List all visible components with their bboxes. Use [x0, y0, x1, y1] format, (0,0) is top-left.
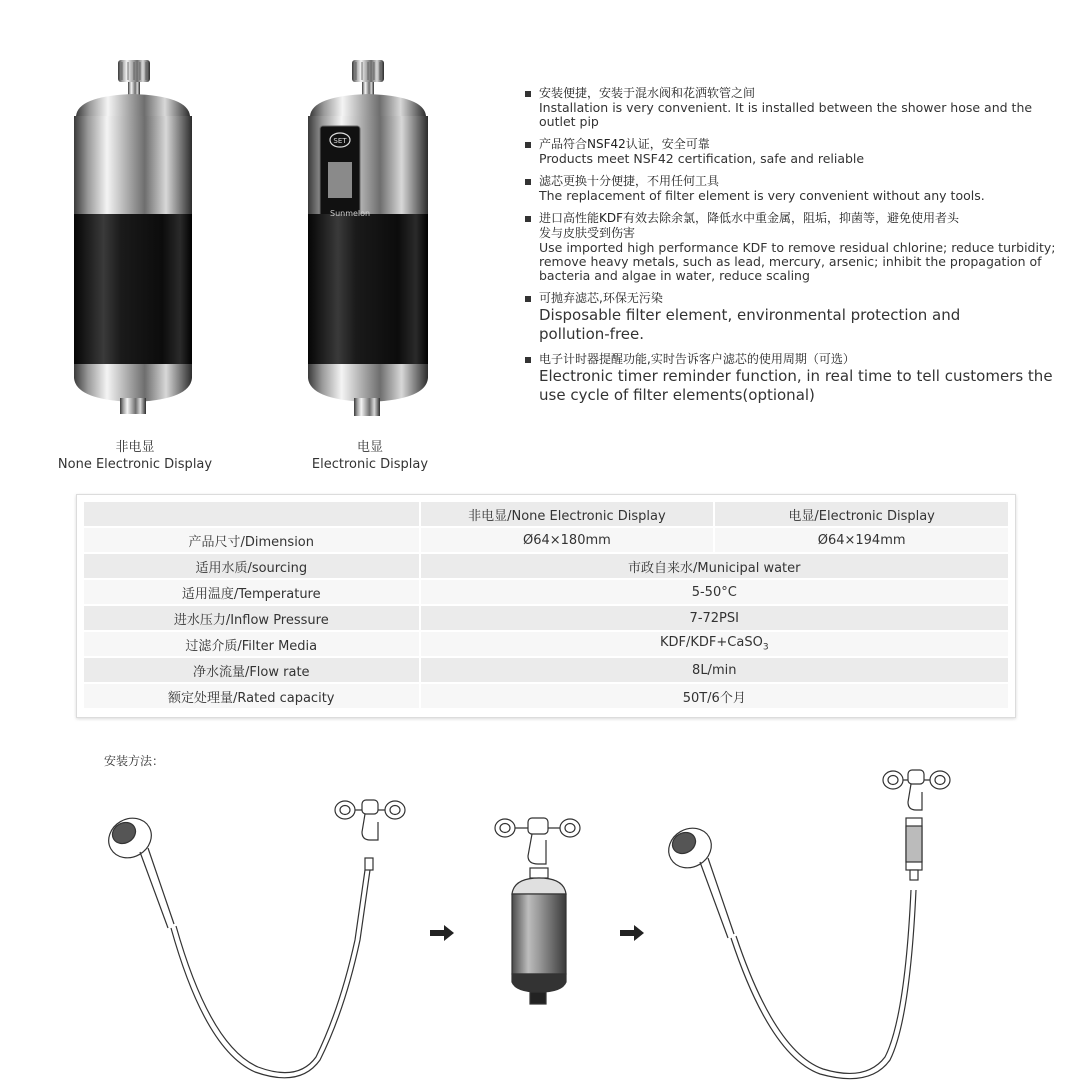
feature-en: Electronic timer reminder function, in real time to tell customers the use cycle of filter elements(optional) [539, 367, 1053, 404]
spec-table [84, 500, 1008, 710]
feature-item [525, 174, 1065, 203]
set-label: SET [333, 137, 347, 145]
row-value: 5-50°C [419, 580, 1008, 604]
filter-icon [906, 818, 922, 880]
feature-item [525, 211, 1065, 283]
row-label: 进水压力/Inflow Pressure [84, 606, 419, 630]
table-row [84, 658, 1008, 682]
product-caption-zh: 非电显 [115, 440, 155, 455]
row-label: 产品尺寸/Dimension [84, 528, 419, 552]
bullet-icon [525, 357, 531, 363]
brand-text: Sunmelon [330, 209, 371, 218]
row-value-text: KDF/KDF+CaSO [659, 635, 763, 651]
row-label: 适用水质/sourcing [84, 554, 419, 578]
arrow-right-icon [430, 925, 454, 941]
feature-item [525, 86, 1065, 129]
bullet-icon [525, 296, 531, 302]
feature-en: Installation is very convenient. It is installed between the shower hose and the outlet pip [539, 100, 1033, 129]
feature-item [525, 291, 1065, 344]
table-row [84, 528, 1008, 552]
table-header-cell: 非电显/None Electronic Display [419, 502, 714, 526]
feature-zh: 可抛弃滤芯,环保无污染 [539, 291, 663, 305]
product-caption-en: None Electronic Display [57, 457, 213, 472]
table-row [84, 580, 1008, 604]
row-value [419, 632, 1008, 656]
installation-diagram [0, 760, 1092, 1086]
product-image-electronic [300, 58, 450, 420]
row-label: 过滤介质/Filter Media [84, 632, 419, 656]
product-caption-none-electronic [40, 439, 230, 473]
feature-zh: 产品符合NSF42认证，安全可靠 [539, 137, 710, 151]
feature-zh: 安装便捷，安装于混水阀和花洒软管之间 [539, 86, 756, 100]
row-label: 额定处理量/Rated capacity [84, 684, 419, 708]
mixing-valve-icon [495, 818, 580, 864]
mixing-valve-icon [883, 770, 950, 810]
feature-en: Disposable filter element, environmental protection and pollution-free. [539, 306, 961, 343]
feature-item [525, 352, 1065, 405]
row-value: Ø64×180mm [419, 528, 714, 552]
filter-icon [512, 868, 566, 1004]
row-value: 50T/6个月 [419, 684, 1008, 708]
table-row [84, 684, 1008, 708]
row-label: 净水流量/Flow rate [84, 658, 419, 682]
mixing-valve-icon [335, 800, 405, 840]
spec-table-panel [76, 494, 1016, 718]
shower-head-icon [101, 811, 174, 928]
table-row [84, 606, 1008, 630]
feature-zh: 滤芯更换十分便捷，不用任何工具 [539, 174, 720, 188]
table-row [84, 554, 1008, 578]
feature-zh: 进口高性能KDF有效去除余氯，降低水中重金属，阻垢，抑菌等，避免使用者头发与皮肤受到伤害 [539, 211, 960, 240]
install-title: 安装方法： [104, 754, 165, 768]
product-image-none-electronic [58, 58, 208, 418]
bullet-icon [525, 91, 531, 97]
row-label: 适用温度/Temperature [84, 580, 419, 604]
row-value: 8L/min [419, 658, 1008, 682]
hose-line [171, 870, 370, 1078]
feature-item [525, 137, 1065, 166]
row-value: Ø64×194mm [713, 528, 1008, 552]
arrow-right-icon [620, 925, 644, 941]
feature-zh: 电子计时器提醒功能,实时告诉客户滤芯的使用周期（可选） [539, 352, 855, 366]
bullet-icon [525, 216, 531, 222]
product-caption-electronic [290, 439, 450, 473]
table-row [84, 632, 1008, 656]
hose-connector-icon [365, 858, 373, 870]
table-header-cell [84, 502, 419, 526]
row-value-subscript: 3 [762, 642, 769, 653]
table-header-cell: 电显/Electronic Display [713, 502, 1008, 526]
product-caption-en: Electronic Display [311, 457, 429, 472]
feature-en: The replacement of filter element is very convenient without any tools. [539, 188, 985, 203]
product-caption-zh: 电显 [356, 440, 383, 455]
feature-list [525, 86, 1065, 413]
row-value: 7-72PSI [419, 606, 1008, 630]
feature-en: Use imported high performance KDF to remove residual chlorine; reduce turbidity; remove heavy metals, such as lead, mercury, arsenic; inhibit the propagation of bacteria and algae in water, reduce scaling [539, 240, 1056, 283]
shower-head-icon [661, 821, 734, 938]
bullet-icon [525, 179, 531, 185]
table-header-row [84, 502, 1008, 526]
feature-en: Products meet NSF42 certification, safe and reliable [539, 151, 865, 166]
row-value: 市政自来水/Municipal water [419, 554, 1008, 578]
bullet-icon [525, 142, 531, 148]
